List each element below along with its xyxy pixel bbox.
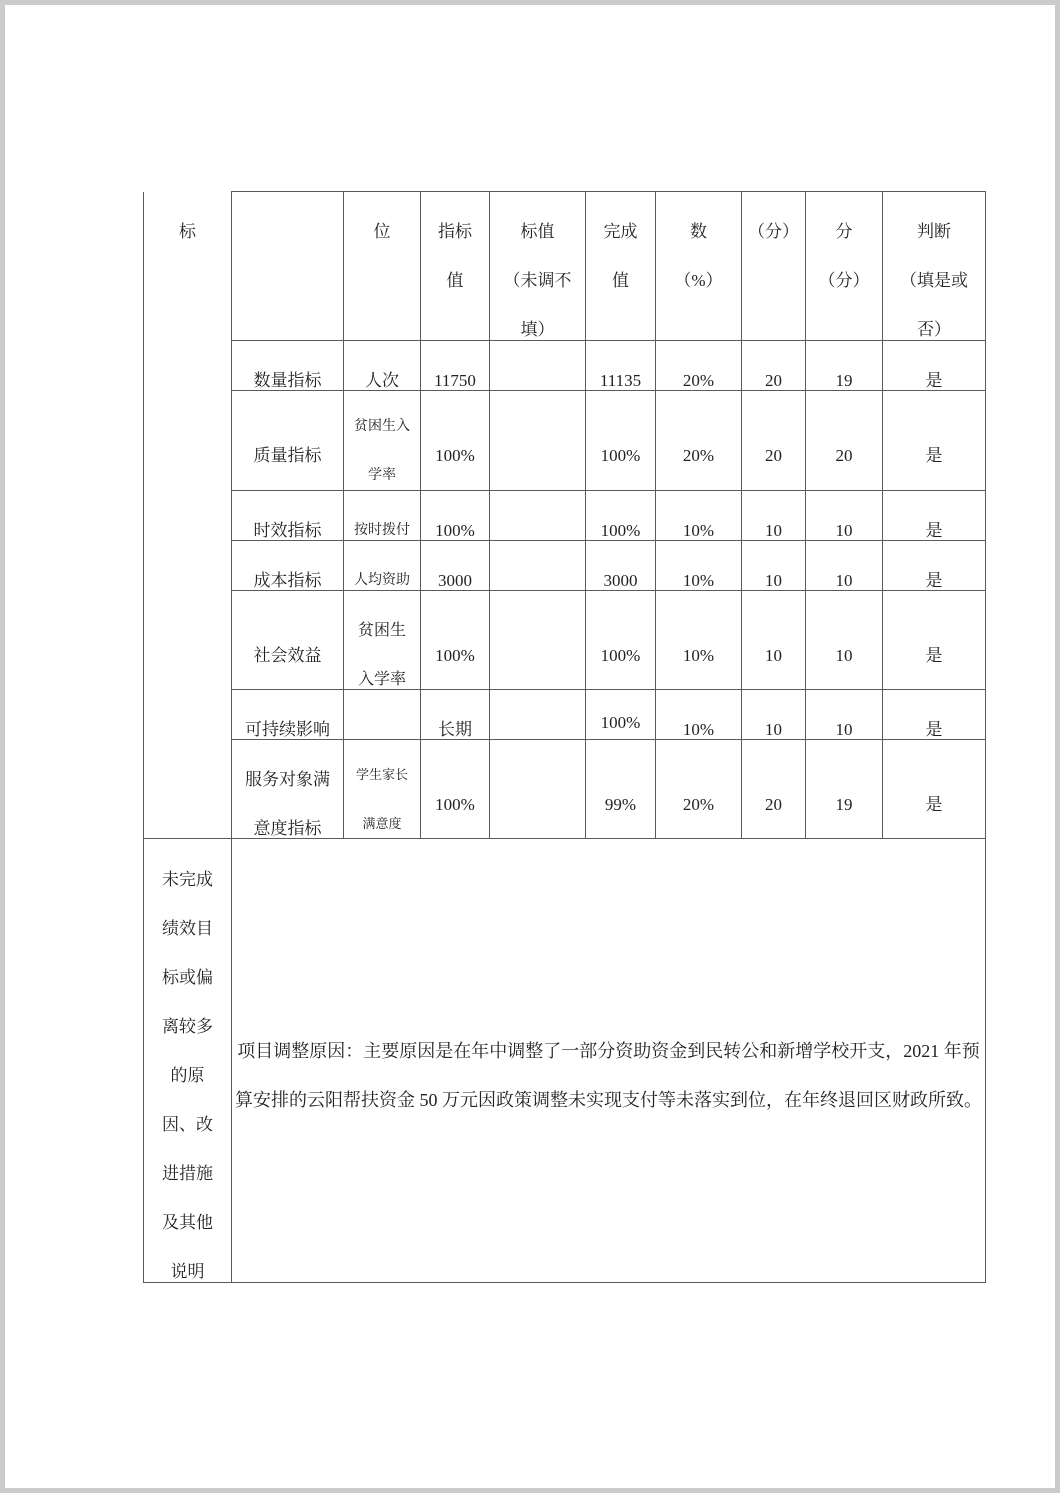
unit-text: 人次 bbox=[365, 371, 399, 390]
header-adjusted-target bbox=[490, 192, 586, 341]
header-label-line: 分 bbox=[835, 222, 853, 241]
cell-content bbox=[421, 631, 489, 680]
cell-content bbox=[806, 431, 882, 480]
cell-content bbox=[344, 556, 420, 605]
full-score-cell bbox=[742, 491, 806, 541]
judgement-value: 是 bbox=[925, 371, 943, 390]
unit-text: 贫困生入 bbox=[354, 418, 410, 434]
cell-content bbox=[656, 631, 741, 680]
target-value-cell bbox=[421, 740, 490, 839]
judgement-value: 是 bbox=[925, 794, 943, 814]
table-row bbox=[144, 391, 986, 491]
unit-cell bbox=[344, 341, 421, 391]
header-label-line: 完成 bbox=[603, 222, 638, 241]
score-cell bbox=[806, 591, 883, 690]
cell-content bbox=[656, 506, 741, 555]
actual-value-cell bbox=[586, 690, 656, 740]
judgement-value: 是 bbox=[925, 645, 943, 665]
cell-content bbox=[344, 750, 420, 848]
weight-value: 20% bbox=[682, 446, 715, 465]
target-value-cell bbox=[421, 491, 490, 541]
target-value-cell bbox=[421, 341, 490, 391]
document-page bbox=[5, 5, 1055, 1488]
notes-label-line: 未完成 bbox=[162, 870, 213, 889]
cell-content bbox=[806, 506, 882, 555]
indicator-name: 社会效益 bbox=[253, 645, 322, 665]
cell-content bbox=[806, 356, 882, 405]
weight-value: 20% bbox=[682, 371, 715, 390]
target-value: 11750 bbox=[434, 371, 476, 390]
indicator-name-cell bbox=[232, 491, 344, 541]
score-cell bbox=[806, 491, 883, 541]
cell-content bbox=[806, 780, 882, 829]
cell-content bbox=[232, 556, 343, 605]
weight-cell bbox=[656, 740, 742, 839]
weight-cell bbox=[656, 591, 742, 690]
indicator-name: 成本指标 bbox=[253, 571, 322, 590]
table-header-row bbox=[144, 192, 986, 341]
full-score-value: 20 bbox=[765, 446, 782, 465]
target-value-cell bbox=[421, 591, 490, 690]
judgement-cell bbox=[883, 491, 986, 541]
weight-value: 20% bbox=[682, 794, 715, 814]
cell-content bbox=[883, 631, 985, 680]
score-cell bbox=[806, 341, 883, 391]
cell-content bbox=[586, 506, 655, 555]
weight-value: 10% bbox=[682, 645, 715, 665]
cell-content bbox=[806, 631, 882, 680]
cell-content bbox=[586, 431, 655, 480]
cell-content bbox=[883, 705, 985, 754]
actual-value: 100% bbox=[600, 713, 641, 732]
notes-text-line: 算安排的云阳帮扶资金 50 万元因政策调整未实现支付等未落实到位，在年终退回区财政所致。 bbox=[235, 1089, 982, 1110]
header-label-line: （分） bbox=[748, 222, 799, 241]
notes-label-line: 进措施 bbox=[162, 1164, 213, 1183]
cell-content bbox=[586, 698, 655, 747]
header-label-line: 标 bbox=[179, 221, 196, 241]
weight-value: 10% bbox=[682, 720, 715, 739]
notes-label-line: 离较多 bbox=[162, 1017, 213, 1036]
indicator-name-cell bbox=[232, 341, 344, 391]
weight-value: 10% bbox=[682, 521, 715, 540]
cell-content bbox=[144, 207, 231, 256]
target-value-cell bbox=[421, 690, 490, 740]
cell-content bbox=[883, 780, 985, 829]
score-value: 10 bbox=[835, 720, 853, 739]
indicator-name: 数量指标 bbox=[253, 371, 322, 390]
cell-content bbox=[586, 780, 655, 829]
score-cell bbox=[806, 740, 883, 839]
notes-text-cell bbox=[232, 839, 986, 1283]
indicator-name-cell bbox=[232, 591, 344, 690]
header-label-line: 标值 bbox=[520, 222, 555, 241]
cell-content bbox=[421, 431, 489, 480]
header-label-line: 填） bbox=[520, 320, 555, 339]
judgement-value: 是 bbox=[925, 571, 943, 590]
adjusted-target-cell bbox=[490, 690, 586, 740]
cell-content bbox=[232, 431, 343, 480]
cell-content bbox=[806, 556, 882, 605]
cell-content bbox=[344, 207, 420, 256]
cell-content bbox=[586, 356, 655, 405]
weight-cell bbox=[656, 341, 742, 391]
full-score-cell bbox=[742, 341, 806, 391]
unit-cell bbox=[344, 740, 421, 839]
header-indicator-name bbox=[232, 192, 344, 341]
cell-content bbox=[883, 506, 985, 555]
target-value: 100% bbox=[435, 645, 475, 665]
actual-value: 11135 bbox=[599, 371, 642, 390]
cell-content bbox=[344, 356, 420, 405]
score-value: 19 bbox=[835, 371, 853, 390]
header-label-line: 判断 bbox=[917, 222, 951, 241]
cell-content bbox=[232, 705, 343, 754]
full-score-value: 20 bbox=[765, 794, 782, 814]
adjusted-target-cell bbox=[490, 491, 586, 541]
judgement-value: 是 bbox=[925, 720, 943, 739]
cell-content bbox=[656, 705, 741, 754]
cell-content bbox=[742, 556, 805, 605]
cell-content bbox=[742, 356, 805, 405]
header-actual bbox=[586, 192, 656, 341]
header-label-line: 值 bbox=[612, 271, 629, 290]
cell-content bbox=[742, 631, 805, 680]
notes-label-line: 标或偏 bbox=[162, 968, 213, 987]
table-row bbox=[144, 740, 986, 839]
weight-cell bbox=[656, 491, 742, 541]
header-label-line: （填是或 bbox=[900, 271, 968, 290]
cell-content bbox=[232, 356, 343, 405]
cell-content bbox=[344, 606, 420, 704]
adjusted-target-cell bbox=[490, 591, 586, 690]
notes-label-line: 绩效目 bbox=[162, 919, 213, 938]
cell-content bbox=[883, 207, 985, 354]
notes-label-line: 说明 bbox=[170, 1262, 205, 1281]
judgement-cell bbox=[883, 391, 986, 491]
cell-content bbox=[656, 207, 741, 305]
indicator-name: 服务对象满 bbox=[245, 770, 330, 789]
full-score-cell bbox=[742, 740, 806, 839]
notes-label-line: 及其他 bbox=[162, 1213, 213, 1232]
judgement-cell bbox=[883, 740, 986, 839]
notes-label-cell bbox=[144, 839, 232, 1283]
unit-text: 按时拨付 bbox=[354, 523, 410, 538]
header-weight bbox=[656, 192, 742, 341]
cell-content bbox=[421, 356, 489, 405]
judgement-value: 是 bbox=[925, 521, 943, 540]
notes-label-line: 因、改 bbox=[162, 1115, 213, 1134]
cell-content bbox=[883, 431, 985, 480]
cell-content bbox=[742, 207, 805, 256]
cell-content bbox=[232, 506, 343, 555]
actual-value-cell bbox=[586, 591, 656, 690]
target-value: 长期 bbox=[438, 720, 472, 739]
notes-label-line: 的原 bbox=[170, 1066, 205, 1085]
unit-text: 入学率 bbox=[357, 671, 406, 688]
weight-value: 10% bbox=[682, 571, 715, 590]
cell-content bbox=[421, 705, 489, 754]
full-score-value: 10 bbox=[765, 720, 782, 739]
judgement-cell bbox=[883, 591, 986, 690]
full-score-cell bbox=[742, 391, 806, 491]
score-value: 10 bbox=[835, 521, 853, 540]
full-score-cell bbox=[742, 591, 806, 690]
unit-text: 贫困生 bbox=[357, 622, 406, 639]
table-row bbox=[144, 591, 986, 690]
table-row bbox=[144, 491, 986, 541]
actual-value-cell bbox=[586, 341, 656, 391]
indicator-name: 意度指标 bbox=[253, 819, 322, 838]
cell-content bbox=[883, 556, 985, 605]
header-label-line: （分） bbox=[818, 271, 870, 290]
notes-text-line: 项目调整原因：主要原因是在年中调整了一部分资助资金到民转公和新增学校开支，2021 年预 bbox=[237, 1040, 980, 1061]
adjusted-target-cell bbox=[490, 391, 586, 491]
score-value: 10 bbox=[835, 571, 853, 590]
indicator-name-cell bbox=[232, 391, 344, 491]
cell-content bbox=[421, 556, 489, 605]
header-full-score bbox=[742, 192, 806, 341]
header-label-line: 指标 bbox=[438, 222, 472, 241]
score-value: 10 bbox=[835, 645, 853, 665]
score-cell bbox=[806, 690, 883, 740]
score-value: 19 bbox=[835, 794, 853, 814]
target-value: 3000 bbox=[438, 571, 472, 590]
unit-text: 满意度 bbox=[362, 816, 402, 831]
actual-value-cell bbox=[586, 491, 656, 541]
indicator-name-cell bbox=[232, 690, 344, 740]
unit-text: 学生家长 bbox=[355, 767, 408, 782]
unit-cell bbox=[344, 391, 421, 491]
cell-content bbox=[144, 855, 231, 1296]
cell-content bbox=[421, 207, 489, 305]
cell-content bbox=[742, 705, 805, 754]
actual-value: 99% bbox=[604, 794, 637, 814]
cell-content bbox=[656, 356, 741, 405]
header-label-line: 数 bbox=[690, 222, 707, 241]
header-judgement bbox=[883, 192, 986, 341]
actual-value: 100% bbox=[600, 446, 641, 465]
cell-content bbox=[344, 506, 420, 555]
indicator-name: 质量指标 bbox=[253, 446, 322, 465]
cell-content bbox=[883, 356, 985, 405]
score-cell bbox=[806, 391, 883, 491]
unit-text: 人均资助 bbox=[354, 573, 410, 588]
header-label-line: （%） bbox=[674, 271, 723, 290]
actual-value: 100% bbox=[600, 521, 641, 540]
weight-cell bbox=[656, 391, 742, 491]
header-unit bbox=[344, 192, 421, 341]
cell-content bbox=[586, 631, 655, 680]
indicator-name: 可持续影响 bbox=[245, 720, 330, 739]
full-score-cell bbox=[742, 690, 806, 740]
header-label-line: 值 bbox=[446, 271, 464, 290]
actual-value: 3000 bbox=[603, 571, 638, 590]
cell-content bbox=[232, 1027, 985, 1125]
target-value: 100% bbox=[435, 446, 475, 465]
cell-content bbox=[490, 207, 585, 354]
unit-text: 学率 bbox=[368, 467, 396, 483]
judgement-cell bbox=[883, 690, 986, 740]
cell-content bbox=[742, 780, 805, 829]
header-label-line: 否） bbox=[917, 320, 951, 339]
cell-content bbox=[232, 755, 343, 853]
cell-content bbox=[742, 506, 805, 555]
cell-content bbox=[806, 705, 882, 754]
weight-cell bbox=[656, 690, 742, 740]
header-label-line: （未调不 bbox=[503, 271, 572, 290]
header-target bbox=[421, 192, 490, 341]
cell-content bbox=[656, 780, 741, 829]
cell-content bbox=[232, 631, 343, 680]
table-row bbox=[144, 690, 986, 740]
target-value: 100% bbox=[435, 794, 475, 814]
unit-cell bbox=[344, 591, 421, 690]
header-label-line: 位 bbox=[373, 222, 391, 241]
full-score-value: 10 bbox=[765, 571, 782, 590]
actual-value-cell bbox=[586, 391, 656, 491]
cell-content bbox=[421, 506, 489, 555]
actual-value-cell bbox=[586, 740, 656, 839]
cell-content bbox=[742, 431, 805, 480]
cell-content bbox=[656, 431, 741, 480]
cell-content bbox=[586, 556, 655, 605]
adjusted-target-cell bbox=[490, 740, 586, 839]
cell-content bbox=[344, 402, 420, 500]
full-score-value: 10 bbox=[765, 645, 782, 665]
score-value: 20 bbox=[835, 446, 853, 465]
performance-indicator-table bbox=[143, 191, 986, 1283]
cell-content bbox=[806, 207, 882, 305]
cell-content bbox=[421, 780, 489, 829]
full-score-value: 20 bbox=[765, 371, 782, 390]
notes-row bbox=[144, 839, 986, 1283]
header-score bbox=[806, 192, 883, 341]
cell-content bbox=[586, 207, 655, 305]
indicator-name-cell bbox=[232, 740, 344, 839]
judgement-value: 是 bbox=[925, 446, 943, 465]
full-score-value: 10 bbox=[765, 521, 782, 540]
target-value: 100% bbox=[435, 521, 475, 540]
target-value-cell bbox=[421, 391, 490, 491]
indicator-category-cell bbox=[144, 192, 232, 839]
adjusted-target-cell bbox=[490, 541, 586, 591]
cell-content bbox=[656, 556, 741, 605]
indicator-name: 时效指标 bbox=[253, 521, 322, 540]
actual-value: 100% bbox=[600, 645, 641, 665]
